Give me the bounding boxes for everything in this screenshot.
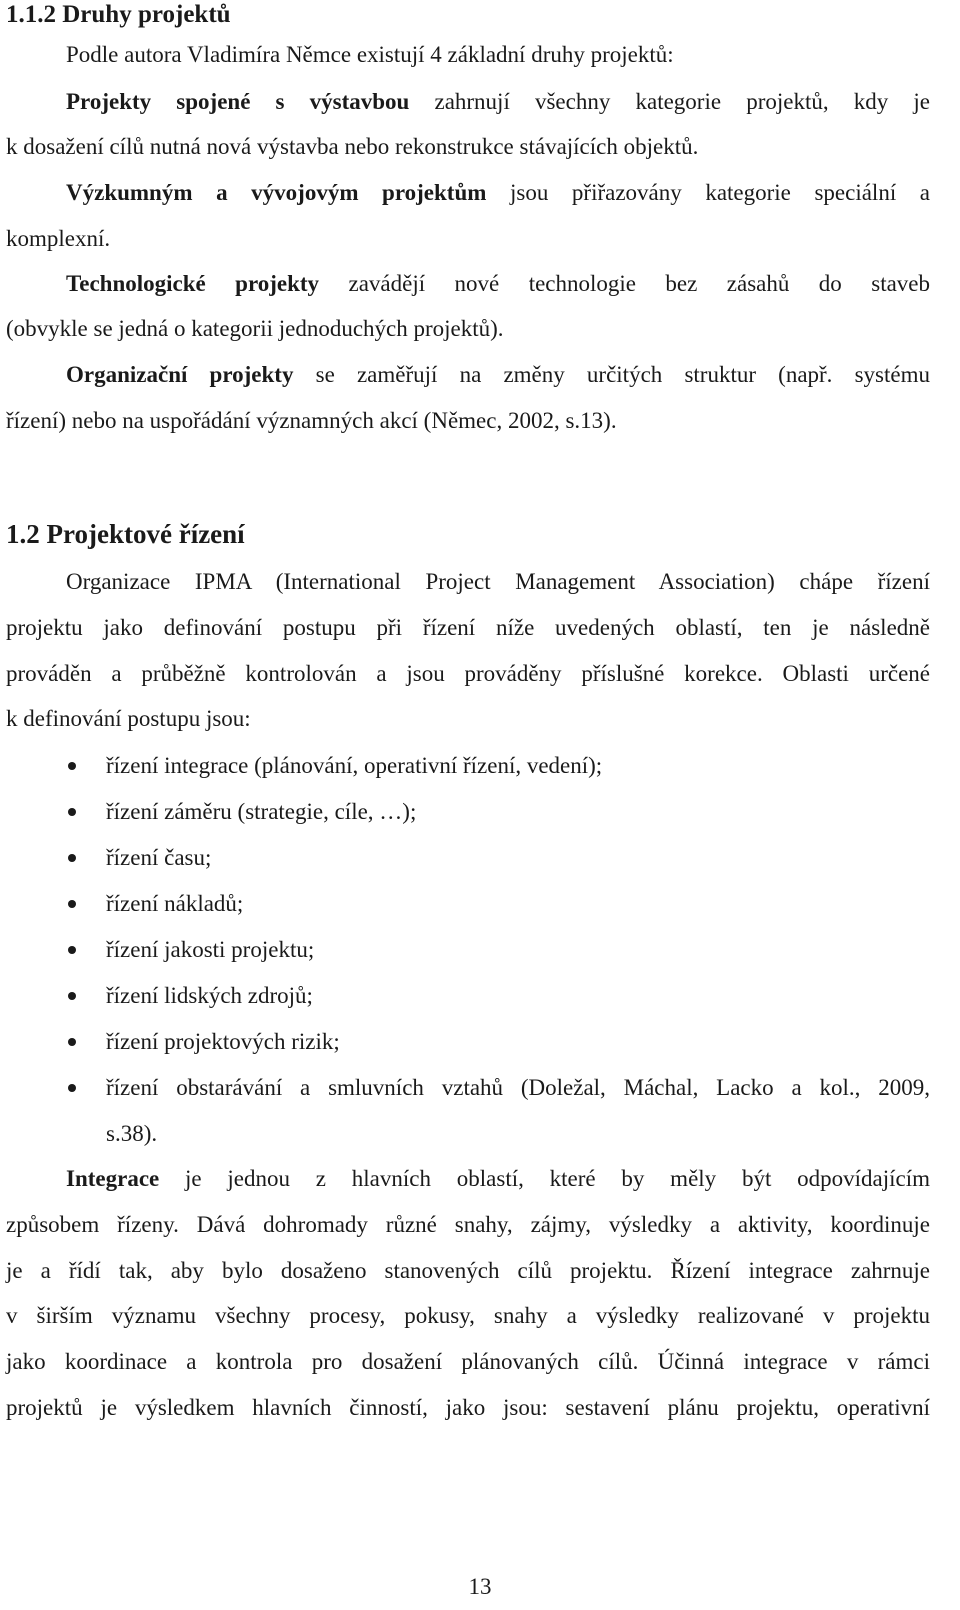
bold-term: Výzkumným a vývojovým projektům [66, 180, 487, 205]
document-page: 1.1.2 Druhy projektů Podle autora Vladimíra Němce existují 4 základní druhy projektů: Projekty spojené s výstavbou zahrnují všechny kategorie projektů, kdy je k dosažení cílů nutná nová výstavba nebo rekonstrukce stávajících objektů. Výzkumným a vývojovým projektům jsou přiřazovány kategorie speciální a komplexní. Technologické projekty zavádějí nové technologie bez zásahů do staveb (obvykle se jedná o kategorii jednoduchých projektů). Organizační projekty se zaměřují na změny určitých struktur (např. systému řízení) nebo na uspořádání významných akcí (Němec, 2002, s.13). 1.2 Projektové řízení Organizace IPMA (International Project Management Association) chápe řízení projektu jako definování postupu při řízení níže uvedených oblastí, ten je následně prováděn a průběžně kontrolován a jsou prováděny příslušné korekce. Oblasti určené k definování postupu jsou: řízení integrace (plánování, operativní řízení, vedení); řízení záměru (strategie, cíle, …); řízení času; řízení nákladů; řízení jakosti projektu; řízení lidských zdrojů; řízení projektových rizik; řízení obstarávání a smluvních vztahů (Doležal, Máchal, Lacko a kol., 2009, s.38). Integrace je jednou z hlavních oblastí, které by měly být odpovídajícím způsobem řízeny. Dává dohromady různé snahy, zájmy, výsledky a aktivity, koordinuje je a řídí tak, aby bylo dosaženo stanovených cílů projektu. Řízení integrace zahrnuje v širším významu všechny procesy, pokusy, snahy a výsledky realizované v projektu jako koordinace a kontrola pro dosažení plánovaných cílů. Účinná integrace v rámci projektů je výsledkem hlavních činností, jako jsou: sestavení plánu projektu, operativní 13 [0, 0, 960, 1610]
paragraph-line: k definování postupu jsou: [6, 706, 251, 731]
paragraph-line: prováděn a průběžně kontrolován a jsou prováděny příslušné korekce. Oblasti určené [6, 661, 930, 686]
section-heading-1-2: 1.2 Projektové řízení [6, 519, 245, 549]
page-number: 13 [468, 1574, 492, 1599]
bullet-icon [68, 854, 76, 862]
bold-term: Organizační projekty [66, 362, 294, 387]
paragraph-line: způsobem řízeny. Dává dohromady různé snahy, zájmy, výsledky a aktivity, koordinuje [6, 1212, 930, 1237]
bold-term: Integrace [66, 1166, 160, 1191]
paragraph-line: v širším významu všechny procesy, pokusy, snahy a výsledky realizované v projektu [6, 1303, 930, 1328]
bold-term: Technologické projekty [66, 271, 320, 296]
section-intro: Podle autora Vladimíra Němce existují 4 základní druhy projektů: [66, 42, 674, 67]
bullet-icon [68, 946, 76, 954]
bullet-icon [68, 1084, 76, 1092]
paragraph-line: komplexní. [6, 226, 111, 251]
bold-term: Projekty spojené s výstavbou [66, 89, 410, 114]
paragraph-line: je a řídí tak, aby bylo dosaženo stanovených cílů projektu. Řízení integrace zahrnuje [6, 1258, 930, 1283]
paragraph-line: projektu jako definování postupu při řízení níže uvedených oblastí, ten je následně [6, 615, 930, 640]
paragraph-line: jako koordinace a kontrola pro dosažení plánovaných cílů. Účinná integrace v rámci [6, 1349, 930, 1374]
paragraph-line: Integrace je jednou z hlavních oblastí, které by měly být odpovídajícím [66, 1166, 930, 1191]
paragraph-line: (obvykle se jedná o kategorii jednoduchých projektů). [6, 316, 504, 341]
paragraph-line: Technologické projekty zavádějí nové technologie bez zásahů do staveb [66, 271, 930, 296]
paragraph-line: Výzkumným a vývojovým projektům jsou přiřazovány kategorie speciální a [66, 180, 930, 205]
bullet-icon [68, 808, 76, 816]
paragraph-line: k dosažení cílů nutná nová výstavba nebo rekonstrukce stávajících objektů. [6, 134, 699, 159]
bullet-icon [68, 900, 76, 908]
paragraph-line: Projekty spojené s výstavbou zahrnují všechny kategorie projektů, kdy je [66, 89, 930, 114]
paragraph-line: projektů je výsledkem hlavních činností, jako jsou: sestavení plánu projektu, operativní [6, 1395, 930, 1420]
section-heading-1-1-2: 1.1.2 Druhy projektů [6, 1, 231, 28]
bullet-icon [68, 1038, 76, 1046]
bullet-icon [68, 992, 76, 1000]
paragraph-line: Organizace IPMA (International Project Management Association) chápe řízení [66, 569, 930, 594]
paragraph-line: řízení) nebo na uspořádání významných akcí (Němec, 2002, s.13). [6, 408, 617, 433]
paragraph-line: Organizační projekty se zaměřují na změny určitých struktur (např. systému [66, 362, 930, 387]
bullet-icon [68, 762, 76, 770]
